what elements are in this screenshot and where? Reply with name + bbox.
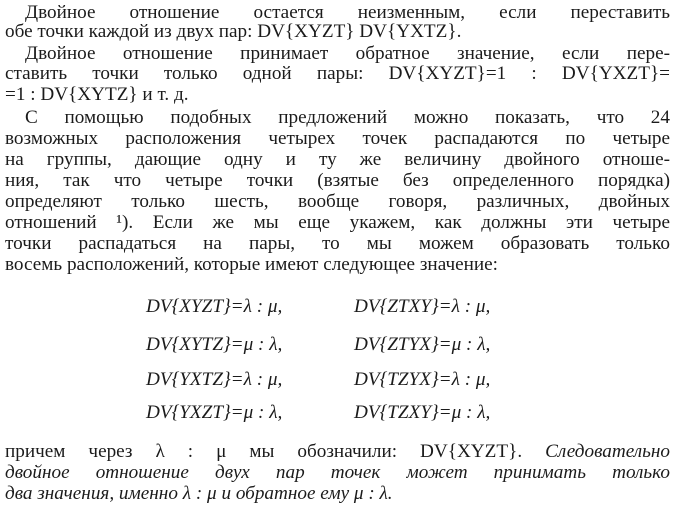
paragraph-2-line-1: Двойное отношение принимает обратное значение, если пере- [25, 43, 670, 64]
paragraph-4-line-1 [5, 441, 670, 462]
paragraph-4-line-2: двойное отношение двух пар точек может принимать только [5, 462, 670, 483]
paragraph-2-line-2: ставить точки только одной пары: DV{XYZT}=1 : DV{YXZT}= [5, 63, 670, 84]
paragraph-4-line-3: два значения, именно λ : μ и обратное ему μ : λ. [5, 483, 393, 504]
paragraph-1-line-2: обе точки каждой из двух пар: DV{XYZT} DV{YXTZ}. [5, 21, 462, 42]
paragraph-3-line-6: отношений ¹). Если же мы еще укажем, как должны эти четыре [5, 212, 670, 233]
equation-4-left: DV{YXZT}=μ : λ, [146, 402, 283, 423]
equation-3-left: DV{YXTZ}=λ : μ, [146, 369, 283, 390]
paragraph-4-line-1-italic: Следовательно [545, 441, 670, 462]
paragraph-3-line-5: определяют только шесть, вообще говоря, различных, двойных [5, 191, 670, 212]
equation-4-right: DV{TZXY}=μ : λ, [354, 402, 491, 423]
paragraph-2-line-3: =1 : DV{XYTZ} и т. д. [5, 84, 189, 105]
equation-3-right: DV{TZYX}=λ : μ, [354, 369, 491, 390]
equation-1-left: DV{XYZT}=λ : μ, [146, 296, 283, 317]
paragraph-3-line-4: ния, так что четыре точки (взятые без определенного порядка) [5, 170, 670, 191]
paragraph-4-line-1-plain: причем через λ : μ мы обозначили: DV{XYZT}. [5, 441, 523, 462]
paragraph-1-line-1: Двойное отношение остается неизменным, если переставить [25, 2, 670, 23]
paragraph-3-line-8: восемь расположений, которые имеют следующее значение: [5, 254, 498, 275]
equation-1-right: DV{ZTXY}=λ : μ, [354, 296, 491, 317]
paragraph-3-line-2: возможных расположения четырех точек распадаются по четыре [5, 128, 670, 149]
paragraph-3-line-1: С помощью подобных предложений можно показать, что 24 [25, 107, 670, 128]
paragraph-3-line-7: точки распадаться на пары, то мы можем образовать только [5, 233, 670, 254]
equation-2-left: DV{XYTZ}=μ : λ, [146, 334, 283, 355]
equation-2-right: DV{ZTYX}=μ : λ, [354, 334, 491, 355]
paragraph-3-line-3: на группы, дающие одну и ту же величину двойного отноше- [5, 149, 670, 170]
